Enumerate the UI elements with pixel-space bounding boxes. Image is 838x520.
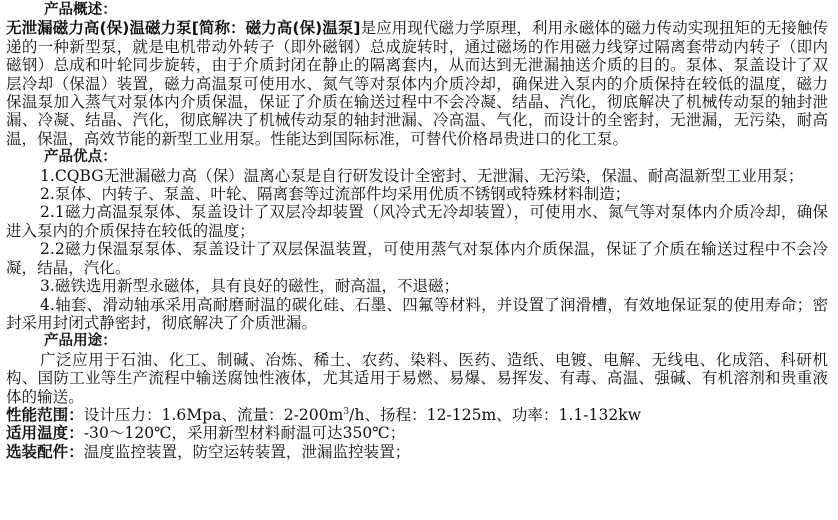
overview-lead: 无泄漏磁力高(保)温磁力泵[简称：磁力高(保)温泵]: [6, 19, 361, 38]
performance-range-line: [6, 406, 828, 424]
advantage-item: 2.泵体、内转子、泵盖、叶轮、隔离套等过流部件均采用优质不锈钢或特殊材料制造；: [40, 185, 631, 204]
options-text: 温度监控装置，防空运转装置，泄漏监控装置；: [83, 442, 411, 461]
temperature-label: 适用温度：: [6, 424, 84, 443]
advantage-item: 4.轴套、滑动轴承采用高耐磨耐温的碳化硅、石墨、四氟等材料，并设置了润滑槽，有效地保证泵的使用寿命；密封采用封闭式静密封，彻底解决了介质泄漏。: [6, 295, 828, 332]
advantage-item: 1.CQBG无泄漏磁力高（保）温离心泵是自行研发设计全密封、无泄漏、无污染，保温、耐高温新型工业用泵；: [40, 166, 804, 185]
performance-sup: 3: [343, 406, 350, 417]
performance-label: 性能范围：: [6, 405, 84, 424]
overview-heading: 产品概述：: [44, 2, 117, 18]
advantage-item: 2.1磁力高温泵泵体、泵盖设计了双层冷却装置（风冷式无冷却装置），可使用水、氮气等对泵体内介质冷却，确保进入泵内的介质保持在较低的温度；: [6, 203, 828, 240]
usage-heading: 产品用途：: [44, 333, 117, 350]
overview-body: 是应用现代磁力学原理，利用永磁体的磁力传动实现扭矩的无接触传递的一种新型泵，就是电机带动外转子（即外磁钢）总成旋转时，通过磁场的作用磁力线穿过隔离套带动内转子（即内磁钢）总成和叶轮同步旋转，由于介质封闭在静止的隔离套内，从而达到无泄漏抽送介质的目的。泵体、泵盖设计了双层冷却（保温）装置，磁力高温泵可使用水、氮气等对泵体内介质冷却，确保进入泵内的介质保持在较低的温度，磁力保温泵加入蒸气对泵体内介质保温，保证了介质在输送过程中不会冷凝、结晶、汽化，彻底解决了机械传动泵的轴封泄漏、冷凝、结晶、汽化，彻底解决了机械传动泵的轴封泄漏、冷高温、气化，而设计的全密封，无泄漏，无污染，耐高温，保温，高效节能的新型工业用泵。性能达到国际标准，可替代价格昂贵进口的化工泵。: [6, 19, 828, 148]
options-line: [6, 443, 828, 461]
performance-text-b: /h、扬程：12-125m、功率：1.1-132kw: [349, 405, 642, 424]
advantage-item: 3.磁铁选用新型永磁体，具有良好的磁性，耐高温，不退磁；: [40, 277, 460, 296]
advantage-item: 2.2磁力保温泵泵体、泵盖设计了双层保温装置，可使用蒸气对泵体内介质保温，保证了介质在输送过程中不会冷凝，结晶，汽化。: [6, 240, 828, 277]
options-label: 选装配件：: [6, 442, 84, 461]
advantages-heading: 产品优点：: [44, 149, 117, 166]
performance-text-a: 设计压力：1.6Mpa、流量：2-200m: [83, 405, 344, 424]
temperature-text: -30～120℃，采用新型材料耐温可达350℃；: [83, 424, 406, 443]
usage-paragraph: 广泛应用于石油、化工、制碱、冶炼、稀土、农药、染料、医药、造纸、电镀、电解、无线电、化成箔、科研机构、国防工业等生产流程中输送腐蚀性液体，尤其适用于易燃、易爆、易挥发、有毒、高温、强碱、有机溶剂和贵重液体的输送。: [6, 350, 828, 406]
overview-paragraph: [6, 19, 828, 148]
temperature-line: [6, 424, 828, 442]
